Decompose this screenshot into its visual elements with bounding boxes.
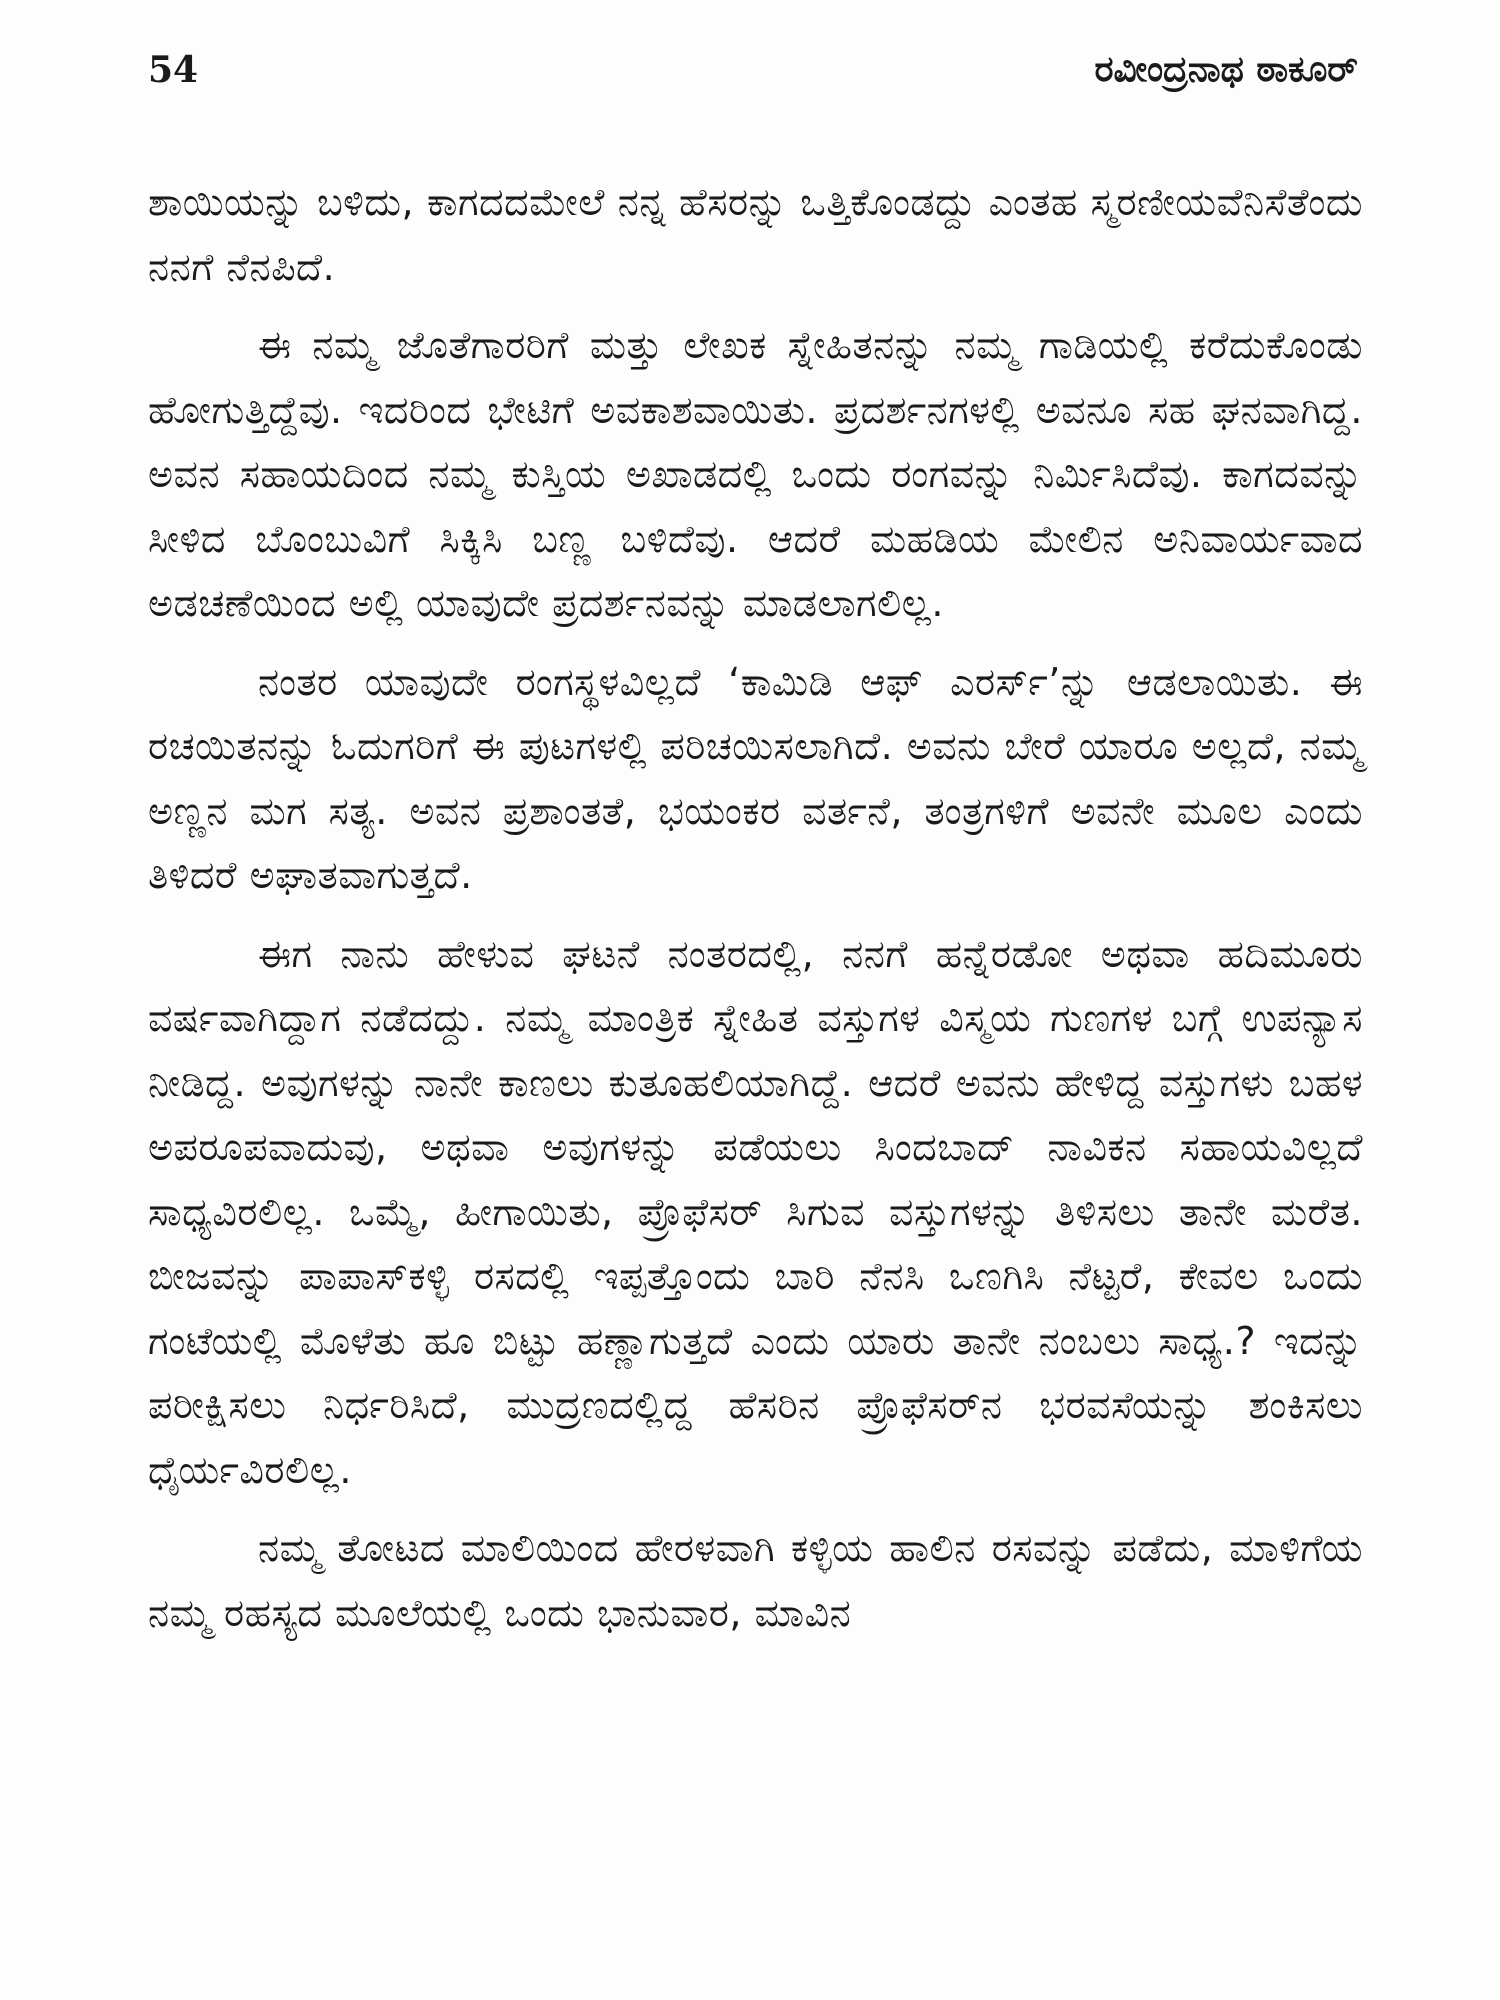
paragraph-2: ಈ ನಮ್ಮ ಜೊತೆಗಾರರಿಗೆ ಮತ್ತು ಲೇಖಕ ಸ್ನೇಹಿತನನ್ನು ನಮ್ಮ ಗಾಡಿಯಲ್ಲಿ ಕರೆದುಕೊಂಡು ಹೋಗುತ್ತಿದ್ದೆವು. ಇದರಿಂದ ಭೇಟಿಗೆ ಅವಕಾಶವಾಯಿತು. ಪ್ರದರ್ಶನಗಳಲ್ಲಿ ಅವನೂ ಸಹ ಘನವಾಗಿದ್ದ. ಅವನ ಸಹಾಯದಿಂದ ನಮ್ಮ ಕುಸ್ತಿಯ ಅಖಾಡದಲ್ಲಿ ಒಂದು ರಂಗವನ್ನು ನಿರ್ಮಿಸಿದೆವು. ಕಾಗದವನ್ನು ಸೀಳಿದ ಬೊಂಬುವಿಗೆ ಸಿಕ್ಕಿಸಿ ಬಣ್ಣ ಬಳಿದೆವು. ಆದರೆ ಮಹಡಿಯ ಮೇಲಿನ ಅನಿವಾರ್ಯವಾದ ಅಡಚಣೆಯಿಂದ ಅಲ್ಲಿ ಯಾವುದೇ ಪ್ರದರ್ಶನವನ್ನು ಮಾಡಲಾಗಲಿಲ್ಲ. — [148, 323, 1363, 625]
body-text — [148, 170, 1363, 1645]
paragraph-1: ಶಾಯಿಯನ್ನು ಬಳಿದು, ಕಾಗದದಮೇಲೆ ನನ್ನ ಹೆಸರನ್ನು ಒತ್ತಿಕೊಂಡದ್ದು ಎಂತಹ ಸ್ಮರಣೀಯವೆನಿಸೆತೆಂದು ನನಗೆ ನೆನಪಿದೆ. — [148, 180, 1363, 289]
paragraph-3: ನಂತರ ಯಾವುದೇ ರಂಗಸ್ಥಳವಿಲ್ಲದೆ ‘ಕಾಮಿಡಿ ಆಫ್ ಎರರ್ಸ್’ನ್ನು ಆಡಲಾಯಿತು. ಈ ರಚಯಿತನನ್ನು ಓದುಗರಿಗೆ ಈ ಪುಟಗಳಲ್ಲಿ ಪರಿಚಯಿಸಲಾಗಿದೆ. ಅವನು ಬೇರೆ ಯಾರೂ ಅಲ್ಲದೆ, ನಮ್ಮ ಅಣ್ಣನ ಮಗ ಸತ್ಯ. ಅವನ ಪ್ರಶಾಂತತೆ, ಭಯಂಕರ ವರ್ತನೆ, ತಂತ್ರಗಳಿಗೆ ಅವನೇ ಮೂಲ ಎಂದು ತಿಳಿದರೆ ಅಘಾತವಾಗುತ್ತದೆ. — [148, 659, 1363, 897]
paragraph-4: ಈಗ ನಾನು ಹೇಳುವ ಘಟನೆ ನಂತರದಲ್ಲಿ, ನನಗೆ ಹನ್ನೆರಡೋ ಅಥವಾ ಹದಿಮೂರು ವರ್ಷವಾಗಿದ್ದಾಗ ನಡೆದದ್ದು. ನಮ್ಮ ಮಾಂತ್ರಿಕ ಸ್ನೇಹಿತ ವಸ್ತುಗಳ ವಿಸ್ಮಯ ಗುಣಗಳ ಬಗ್ಗೆ ಉಪನ್ಯಾಸ ನೀಡಿದ್ದ. ಅವುಗಳನ್ನು ನಾನೇ ಕಾಣಲು ಕುತೂಹಲಿಯಾಗಿದ್ದೆ. ಆದರೆ ಅವನು ಹೇಳಿದ್ದ ವಸ್ತುಗಳು ಬಹಳ ಅಪರೂಪವಾದುವು, ಅಥವಾ ಅವುಗಳನ್ನು ಪಡೆಯಲು ಸಿಂದಬಾದ್ ನಾವಿಕನ ಸಹಾಯವಿಲ್ಲದೆ ಸಾಧ್ಯವಿರಲಿಲ್ಲ. ಒಮ್ಮೆ, ಹೀಗಾಯಿತು, ಪ್ರೊಫೆಸರ್ ಸಿಗುವ ವಸ್ತುಗಳನ್ನು ತಿಳಿಸಲು ತಾನೇ ಮರೆತ. ಬೀಜವನ್ನು ಪಾಪಾಸ್‌ಕಳ್ಳಿ ರಸದಲ್ಲಿ ಇಪ್ಪತ್ತೊಂದು ಬಾರಿ ನೆನಸಿ ಒಣಗಿಸಿ ನೆಟ್ಟರೆ, ಕೇವಲ ಒಂದು ಗಂಟೆಯಲ್ಲಿ ಮೊಳೆತು ಹೂ ಬಿಟ್ಟು ಹಣ್ಣಾಗುತ್ತದೆ ಎಂದು ಯಾರು ತಾನೇ ನಂಬಲು ಸಾಧ್ಯ.? ಇದನ್ನು ಪರೀಕ್ಷಿಸಲು ನಿರ್ಧರಿಸಿದೆ, ಮುದ್ರಣದಲ್ಲಿದ್ದ ಹೆಸರಿನ ಪ್ರೊಫೆಸರ್‌ನ ಭರವಸೆಯನ್ನು ಶಂಕಿಸಲು ಧೈರ್ಯವಿರಲಿಲ್ಲ. — [148, 931, 1363, 1492]
page-number: 54 — [148, 49, 199, 91]
running-head: ರವೀಂದ್ರನಾಥ ಠಾಕೂರ್ — [1094, 49, 1358, 90]
page-header — [148, 40, 1358, 100]
paragraph-5: ನಮ್ಮ ತೋಟದ ಮಾಲಿಯಿಂದ ಹೇರಳವಾಗಿ ಕಳ್ಳಿಯ ಹಾಲಿನ ರಸವನ್ನು ಪಡೆದು, ಮಾಳಿಗೆಯ ನಮ್ಮ ರಹಸ್ಯದ ಮೂಲೆಯಲ್ಲಿ ಒಂದು ಭಾನುವಾರ, ಮಾವಿನ — [148, 1526, 1363, 1635]
